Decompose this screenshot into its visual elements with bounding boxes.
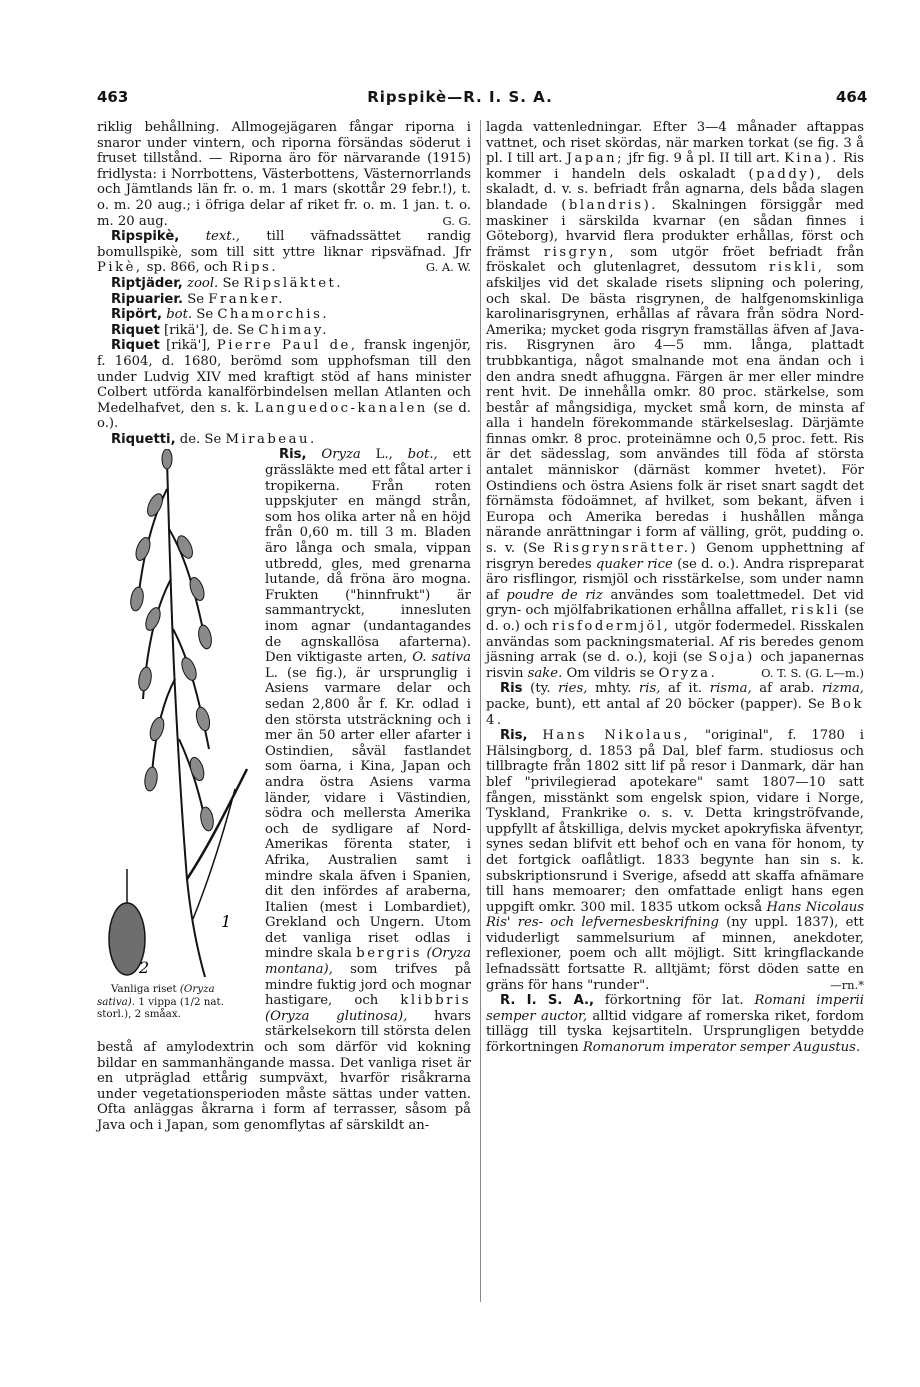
figure-label-2: 2 xyxy=(139,958,150,978)
figure-caption: Vanliga riset (Oryza sativa). 1 vippa (1/2 nat. storl.), 2 småax. xyxy=(97,983,224,1021)
cross-reference[interactable]: Franker. xyxy=(208,291,285,307)
entry-riptjader: Riptjäder, zool. Se Ripsläktet. xyxy=(111,275,344,291)
entry-ris-continuation: lagda vattenledningar. Efter 3—4 månader aftappas vattnet, och riset skördas, när marken torkat (se fig. 3 å pl. I till art. Japan; jfr fig. 9 å pl. II till art. Kina). Ris kommer i handeln dels oskaladt (paddy), dels skaladt, d. v. s. befriadt från agnarna, dels båda slagen blandade (blandris). Skalningen försiggår med maskiner i särskilda kvarnar (en sådan finnes i Göteborg), hvarvid flera produkter erhållas, först och främst risgryn, som utgör fröet befriadt från fröskalet och glutenlagret, dessutom riskli, som afskiljes vid det skalade risets slipning och polering, och skal. De bästa risgrynen, de halfgenomskinliga karolinarisgrynen, erhållas af råvara från södra Nord-Amerika; mycket goda risgryn framställas äfven af Java-ris. Risgrynen äro 4—5 mm. långa, plattadt trubbkantiga, något smalnande mot ena ändan och i den andra snedt afhuggna. Färgen är mer eller mindre rent hvit. De innehålla omkr. 80 proc. stärkelse, som består af mångsidiga, mycket små korn, de minsta af alla i handeln förekommande stärkelseslag. Därjämte finnas omkr. 8 proc. proteinämne och 0,5 proc. fett. Ris är det sädesslag, som användes till föda af största antalet människor (därnäst kommer hvetet). För Ostindiens och östra Asiens folk är riset snart sagdt det förnämsta födoämnet, af hvilket, som bekant, äfven i Europa och Amerika beredas i hushållen många närande anrättningar i form af välling, gröt, pudding o. s. v. (Se Risgrynsrätter.) Genom upphettning af risgryn beredes quaker rice (se d. o.). Andra rispreparat äro risflingor, rismjöl och risstärkelse, som under namn af poudre de riz användes som toalettmedel. Det vid gryn- och mjölfabrikationen erhållna affallet, riskli (se d. o.) och risfodermjöl, utgör fodermedel. Risskalen användas som packningsmaterial. Af ris beredes genom jäsning arrak (se d. o.), koji (se Soja) och japanernas risvin sake. Om vildris se Oryza. O. T. S. (G. L—m.) xyxy=(486,120,865,681)
rice-plant-illustration xyxy=(97,449,255,979)
headword: Ris, xyxy=(500,728,528,744)
cross-reference[interactable]: Bok 4. xyxy=(486,696,864,728)
grain xyxy=(179,656,199,683)
entry-riquet: Riquet [rikä'], de. Se Chimay. xyxy=(111,322,329,338)
entry-continuation: riklig behållning. Allmogejägaren fångar riporna i snaror under vintern, och riporna försändas söderut i fruset tillstånd. — Riporna äro för närvarande (1915) fridlysta: i Norrbottens, Västerbottens, Västernorrlands och Jämtlands län fr. o. m. 1 mars (skottår 29 febr.!), t. o. m. 20 aug.; i öfriga delar af riket fr. o. m. 1 jan. t. o. m. 20 aug. G. G. xyxy=(97,120,471,229)
cross-reference[interactable]: Rips. xyxy=(231,260,279,276)
grain xyxy=(137,667,153,693)
entry-ris: Ris, Oryza L., bot., 1 2 Vanliga riset (Oryza sativa). 1 vippa (1/2 nat. storl.), 2 småax. ett grässläkte med ett fåtal arter i tropikerna. Från roten uppskjuter en mängd strån, som hos olika arter nå en höjd från 0,60 m. till 3 m. Bladen äro långa och smala, vippan utbredd, gles, med grenarna lutande, då fröna äro mogna. Frukten ("hinnfrukt") är sammantryckt, innesluten inom agnar (undantagandes de agnskallösa afarterna). Den viktigaste arten, O. sativa L. (se fig.), är ursprunglig i Asiens varmare delar och sedan 2,800 år f. Kr. odlad i den största utsträckning och i mer än 50 arter eller afarter i Ostindien, såväl fastlandet som öarna, i Kina, Japan och andra östra Asiens varma länder, vidare i Västindien, södra och mellersta Amerika och de sydligare af Nord-Amerikas förenta stater, i Afrika, Australien samt i mindre skala äfven i Spanien, dit den infördes af araberna, Italien (mest i Lombardiet), Grekland och Ungern. Utom det vanliga riset odlas i mindre skala bergris (Oryza montana), som trifves på mindre fuktig jord och mognar hastigare, och klibbris (Oryza glutinosa), hvars stärkelsekorn till största delen bestå af amylodextrin och som därför vid kokning bildar en sammanhängande massa. Det vanliga riset är en utpräglad ettårig sumpväxt, hvarför risåkrarna under vegetationsperioden måste sättas under vatten. Ofta anläggas åkrarna i form af terrasser, såsom på Java och i Japan, som genomflytas af särskildt an- xyxy=(97,447,472,1133)
signature: —rn.* xyxy=(830,977,864,992)
grain xyxy=(197,624,214,650)
grain xyxy=(144,492,165,519)
entry-ripuarier: Ripuarier. Se Franker. xyxy=(111,291,285,307)
headword: Riquetti, xyxy=(111,431,176,447)
cross-reference[interactable]: Ripsläktet. xyxy=(243,275,344,291)
cross-reference[interactable]: Soja) xyxy=(708,650,755,666)
signature: G. A. W. xyxy=(425,260,471,275)
entry-ripspike: Ripspikè, text., till väfnadssättet randig bomullspikè, som till sitt yttre liknar ripsväfnad. Jfr Pikè, sp. 866, och Rips. G. A. W. xyxy=(97,229,471,276)
grain xyxy=(148,716,167,743)
signature: G. G. xyxy=(442,213,471,228)
cross-reference[interactable]: Chimay. xyxy=(258,322,329,338)
cross-reference[interactable]: Pikè, xyxy=(97,260,143,276)
grain xyxy=(188,756,207,783)
headword: Riquet xyxy=(111,338,160,354)
rice-figure xyxy=(97,449,255,1029)
entry-ris-paper: Ris (ty. ries, mhty. ris, af it. risma, af arab. rizma, packe, bunt), ett antal af 20 böcker (papper). Se Bok 4. xyxy=(486,681,864,728)
cross-reference[interactable]: Kina). xyxy=(784,151,839,167)
page-number-right: 464 xyxy=(836,88,868,106)
grain xyxy=(194,706,212,732)
headword: Ripört, xyxy=(111,307,162,323)
headword: Ris, xyxy=(279,447,307,463)
grain xyxy=(162,449,172,469)
cross-reference[interactable]: klibbris xyxy=(400,993,471,1009)
entry-riquetti: Riquetti, de. Se Mirabeau. xyxy=(111,431,317,447)
headword: Ripuarier. xyxy=(111,291,184,307)
grain xyxy=(143,606,163,633)
cross-reference[interactable]: Chamorchis. xyxy=(217,307,330,323)
cross-reference[interactable]: Languedoc-kanalen xyxy=(254,400,428,416)
cross-reference[interactable]: Oryza. xyxy=(658,665,718,681)
grain xyxy=(133,536,152,563)
headword: Riquet xyxy=(111,322,160,338)
headword: Ris xyxy=(500,681,523,697)
cross-reference[interactable]: Risgrynsrätter.) xyxy=(552,541,699,557)
cross-reference[interactable]: bergris xyxy=(356,946,423,962)
running-title: Ripspikè—R. I. S. A. xyxy=(367,88,553,106)
headword: Riptjäder, xyxy=(111,275,183,291)
figure-label-1: 1 xyxy=(221,912,232,932)
grain xyxy=(129,587,145,613)
entry-ris-hans: Ris, Hans Nikolaus, "original", f. 1780 i Hälsingborg, d. 1853 på Dal, blef farm. studiosus och tillbragte från 1802 sitt lif på resor i Danmark, där han blef "privilegierad apotekare" samt 1807—10 satt fången, misstänkt som engelsk spion, vidare i Norge, Tyskland, Frankrike o. s. v. Detta kringströfvande, uppfyllt af åtskilliga, delvis mycket apokryfiska äfventyr, synes sedan blifvit ett behof och en vana för honom, ty det fortgick oaflåtligt. 1833 begynte han sin s. k. subskriptionsrund i Sverige, afsedd att skaffa afnämare till hans memoarer; den omfattade enligt hans egen uppgift omkr. 300 mil. 1835 utkom också Hans Nicolaus Ris' res- och lefvernesbeskrifning (ny uppl. 1837), ett viduderligt sammelsurium af minnen, anekdoter, reflexioner, poem och allt möjligt. Sitt kringflackande lefnadssätt fortsatte R. alltjämt; först döden satte en gräns för hans "runder". —rn.* xyxy=(486,728,864,993)
cross-reference[interactable]: Mirabeau. xyxy=(225,431,317,447)
page-number-left: 463 xyxy=(97,88,129,106)
headword: Ripspikè, xyxy=(111,229,180,245)
column-rule xyxy=(480,120,481,1302)
entry-risa: R. I. S. A., förkortning för lat. Romani imperii semper auctor, alltid vidgare af romerska riket, fordom tillägg till tyska kejsartiteln. Ursprungligen betydde förkortningen Romanorum imperator semper Augustus. xyxy=(486,993,864,1056)
page-header xyxy=(0,88,920,110)
grain xyxy=(143,767,158,792)
grain xyxy=(199,807,215,833)
cross-reference[interactable]: Japan; xyxy=(566,151,625,167)
entry-riport: Ripört, bot. Se Chamorchis. xyxy=(111,307,330,323)
right-column xyxy=(486,120,864,1056)
left-column xyxy=(97,120,471,1134)
headword: R. I. S. A., xyxy=(500,993,595,1009)
entry-riquet-pierre: Riquet [rikä'], Pierre Paul de, fransk ingenjör, f. 1604, d. 1680, berömd som upphofsman till den under Ludvig XIV med kraftigt stöd af hans minister Colbert utförda kanalförbindelsen mellan Atlanten och Medelhafvet, den s. k. Languedoc-kanalen (se d. o.). xyxy=(97,338,471,432)
signature: O. T. S. (G. L—m.) xyxy=(761,665,864,680)
